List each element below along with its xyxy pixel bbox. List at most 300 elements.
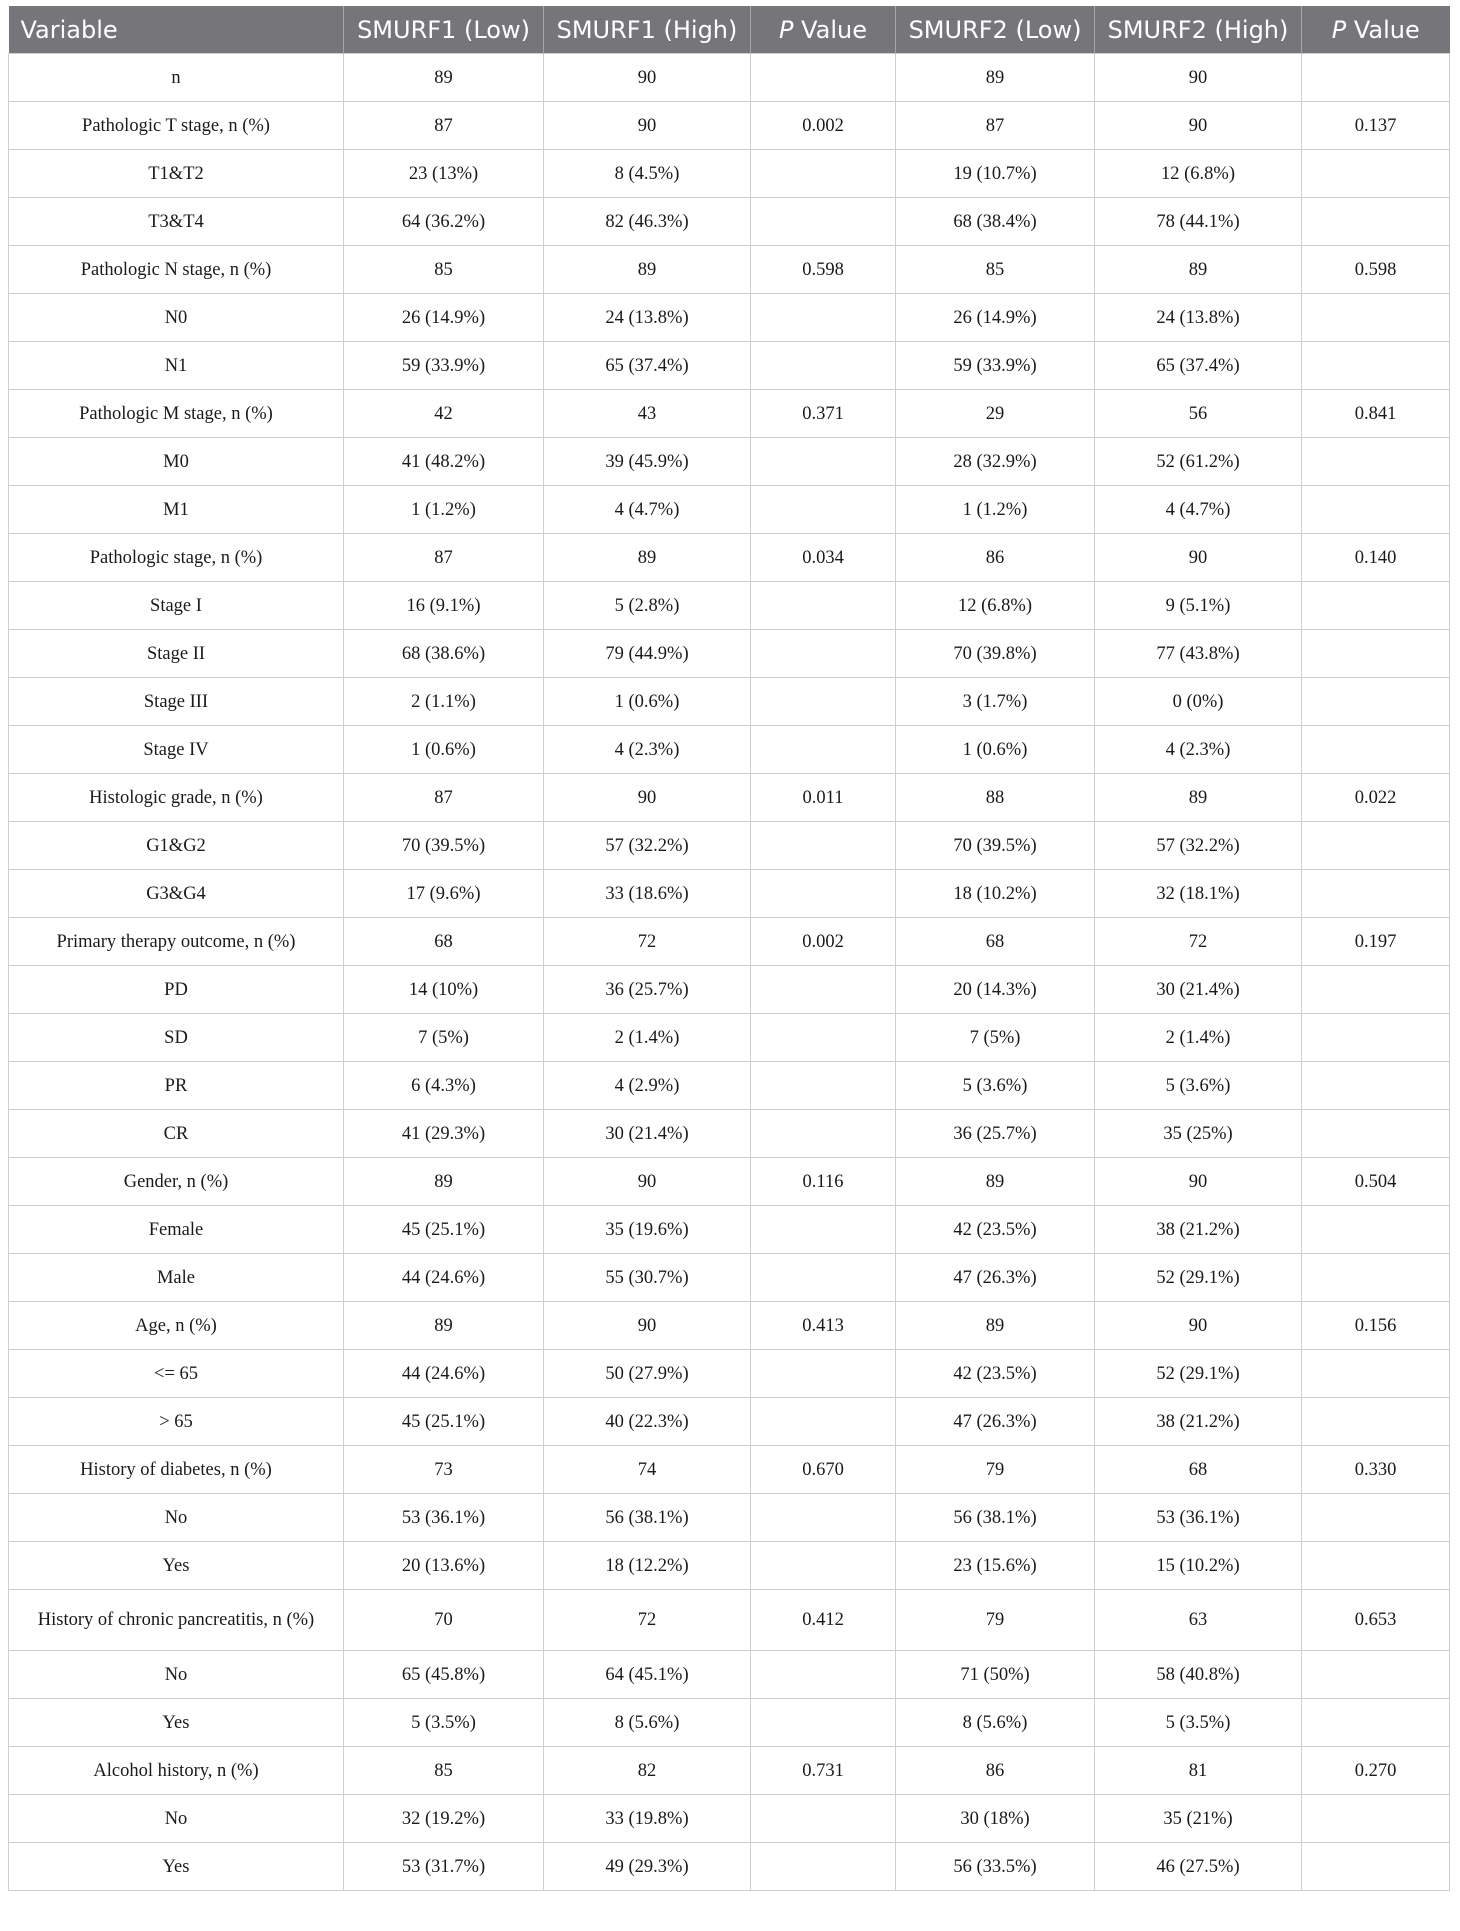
smurf1-high-cell: 35 (19.6%) [544, 1206, 751, 1254]
variable-cell: History of chronic pancreatitis, n (%) [9, 1590, 344, 1651]
variable-cell: SD [9, 1014, 344, 1062]
smurf2-low-cell: 68 [896, 918, 1095, 966]
variable-cell: T1&T2 [9, 150, 344, 198]
smurf1-high-cell: 30 (21.4%) [544, 1110, 751, 1158]
smurf2-p-value-cell [1302, 438, 1450, 486]
smurf2-high-cell: 35 (25%) [1095, 1110, 1302, 1158]
smurf1-high-cell: 55 (30.7%) [544, 1254, 751, 1302]
smurf1-p-value-cell: 0.412 [751, 1590, 896, 1651]
table-row [9, 1542, 1450, 1590]
header-variable: Variable [9, 6, 344, 54]
smurf2-high-cell: 24 (13.8%) [1095, 294, 1302, 342]
smurf1-high-cell: 1 (0.6%) [544, 678, 751, 726]
smurf1-low-cell: 1 (0.6%) [344, 726, 544, 774]
header-value-label: Value [1353, 15, 1420, 44]
variable-cell: N1 [9, 342, 344, 390]
smurf2-p-value-cell [1302, 1110, 1450, 1158]
table-row [9, 198, 1450, 246]
header-smurf1-high: SMURF1 (High) [544, 6, 751, 54]
table-row [9, 870, 1450, 918]
smurf2-low-cell: 28 (32.9%) [896, 438, 1095, 486]
table-row [9, 1747, 1450, 1795]
smurf2-low-cell: 42 (23.5%) [896, 1350, 1095, 1398]
header-smurf1-low: SMURF1 (Low) [344, 6, 544, 54]
smurf1-low-cell: 68 (38.6%) [344, 630, 544, 678]
smurf1-low-cell: 65 (45.8%) [344, 1651, 544, 1699]
smurf2-p-value-cell [1302, 678, 1450, 726]
smurf1-low-cell: 17 (9.6%) [344, 870, 544, 918]
table-row [9, 1014, 1450, 1062]
smurf1-high-cell: 79 (44.9%) [544, 630, 751, 678]
smurf2-high-cell: 46 (27.5%) [1095, 1843, 1302, 1891]
smurf1-high-cell: 4 (2.3%) [544, 726, 751, 774]
smurf2-p-value-cell: 0.330 [1302, 1446, 1450, 1494]
smurf1-high-cell: 39 (45.9%) [544, 438, 751, 486]
table-row [9, 1206, 1450, 1254]
smurf2-low-cell: 8 (5.6%) [896, 1699, 1095, 1747]
variable-cell: M1 [9, 486, 344, 534]
smurf2-p-value-cell [1302, 582, 1450, 630]
smurf1-p-value-cell [751, 1350, 896, 1398]
smurf2-low-cell: 68 (38.4%) [896, 198, 1095, 246]
smurf2-high-cell: 90 [1095, 102, 1302, 150]
smurf1-p-value-cell [751, 198, 896, 246]
smurf1-p-value-cell [751, 1699, 896, 1747]
smurf2-low-cell: 1 (1.2%) [896, 486, 1095, 534]
smurf1-p-value-cell [751, 966, 896, 1014]
smurf2-low-cell: 36 (25.7%) [896, 1110, 1095, 1158]
smurf1-high-cell: 82 (46.3%) [544, 198, 751, 246]
smurf1-low-cell: 45 (25.1%) [344, 1398, 544, 1446]
smurf1-high-cell: 72 [544, 918, 751, 966]
table-row [9, 774, 1450, 822]
smurf2-high-cell: 58 (40.8%) [1095, 1651, 1302, 1699]
smurf2-low-cell: 86 [896, 534, 1095, 582]
smurf1-p-value-cell [751, 1843, 896, 1891]
smurf2-low-cell: 47 (26.3%) [896, 1398, 1095, 1446]
table-row [9, 150, 1450, 198]
smurf1-high-cell: 4 (4.7%) [544, 486, 751, 534]
smurf1-low-cell: 70 (39.5%) [344, 822, 544, 870]
smurf2-p-value-cell [1302, 1398, 1450, 1446]
smurf1-low-cell: 16 (9.1%) [344, 582, 544, 630]
smurf1-high-cell: 65 (37.4%) [544, 342, 751, 390]
smurf1-high-cell: 4 (2.9%) [544, 1062, 751, 1110]
clinical-characteristics-table [8, 6, 1450, 1891]
table-row [9, 438, 1450, 486]
smurf2-high-cell: 65 (37.4%) [1095, 342, 1302, 390]
variable-cell: Stage I [9, 582, 344, 630]
variable-cell: <= 65 [9, 1350, 344, 1398]
smurf1-high-cell: 24 (13.8%) [544, 294, 751, 342]
smurf2-high-cell: 9 (5.1%) [1095, 582, 1302, 630]
smurf1-p-value-cell [751, 1542, 896, 1590]
smurf1-p-value-cell: 0.034 [751, 534, 896, 582]
smurf2-p-value-cell: 0.137 [1302, 102, 1450, 150]
smurf2-p-value-cell: 0.140 [1302, 534, 1450, 582]
smurf2-p-value-cell [1302, 822, 1450, 870]
smurf2-p-value-cell [1302, 198, 1450, 246]
smurf1-high-cell: 33 (19.8%) [544, 1795, 751, 1843]
smurf1-high-cell: 90 [544, 1158, 751, 1206]
smurf2-high-cell: 72 [1095, 918, 1302, 966]
smurf1-low-cell: 89 [344, 1302, 544, 1350]
smurf1-low-cell: 87 [344, 102, 544, 150]
variable-cell: Alcohol history, n (%) [9, 1747, 344, 1795]
smurf2-low-cell: 1 (0.6%) [896, 726, 1095, 774]
smurf1-p-value-cell [751, 1494, 896, 1542]
variable-cell: Yes [9, 1699, 344, 1747]
smurf2-low-cell: 26 (14.9%) [896, 294, 1095, 342]
smurf1-low-cell: 89 [344, 54, 544, 102]
variable-cell: CR [9, 1110, 344, 1158]
smurf2-p-value-cell: 0.022 [1302, 774, 1450, 822]
variable-cell: Pathologic M stage, n (%) [9, 390, 344, 438]
table-row [9, 1795, 1450, 1843]
smurf2-low-cell: 89 [896, 54, 1095, 102]
table-row [9, 822, 1450, 870]
smurf1-p-value-cell [751, 582, 896, 630]
smurf1-low-cell: 68 [344, 918, 544, 966]
table-row [9, 486, 1450, 534]
smurf2-high-cell: 35 (21%) [1095, 1795, 1302, 1843]
smurf2-low-cell: 23 (15.6%) [896, 1542, 1095, 1590]
table-row [9, 1350, 1450, 1398]
smurf2-p-value-cell: 0.653 [1302, 1590, 1450, 1651]
table-row [9, 1398, 1450, 1446]
smurf1-low-cell: 5 (3.5%) [344, 1699, 544, 1747]
smurf2-p-value-cell [1302, 1699, 1450, 1747]
smurf1-p-value-cell: 0.002 [751, 918, 896, 966]
variable-cell: Yes [9, 1843, 344, 1891]
smurf1-low-cell: 89 [344, 1158, 544, 1206]
variable-cell: PD [9, 966, 344, 1014]
smurf2-high-cell: 90 [1095, 1158, 1302, 1206]
smurf2-high-cell: 15 (10.2%) [1095, 1542, 1302, 1590]
smurf1-p-value-cell [751, 1795, 896, 1843]
smurf1-p-value-cell: 0.731 [751, 1747, 896, 1795]
smurf2-p-value-cell [1302, 966, 1450, 1014]
smurf2-high-cell: 2 (1.4%) [1095, 1014, 1302, 1062]
variable-cell: Stage IV [9, 726, 344, 774]
smurf2-low-cell: 5 (3.6%) [896, 1062, 1095, 1110]
smurf1-high-cell: 40 (22.3%) [544, 1398, 751, 1446]
smurf1-p-value-cell [751, 486, 896, 534]
smurf1-low-cell: 87 [344, 774, 544, 822]
smurf2-high-cell: 81 [1095, 1747, 1302, 1795]
variable-cell: Pathologic T stage, n (%) [9, 102, 344, 150]
smurf1-high-cell: 43 [544, 390, 751, 438]
smurf2-p-value-cell [1302, 486, 1450, 534]
smurf1-p-value-cell [751, 870, 896, 918]
smurf2-low-cell: 79 [896, 1590, 1095, 1651]
variable-cell: Pathologic stage, n (%) [9, 534, 344, 582]
smurf2-high-cell: 90 [1095, 54, 1302, 102]
smurf1-low-cell: 64 (36.2%) [344, 198, 544, 246]
smurf1-high-cell: 89 [544, 246, 751, 294]
smurf1-low-cell: 20 (13.6%) [344, 1542, 544, 1590]
smurf1-p-value-cell: 0.002 [751, 102, 896, 150]
smurf2-p-value-cell [1302, 1542, 1450, 1590]
table-row [9, 1651, 1450, 1699]
smurf2-low-cell: 89 [896, 1302, 1095, 1350]
smurf1-low-cell: 26 (14.9%) [344, 294, 544, 342]
variable-cell: Yes [9, 1542, 344, 1590]
variable-cell: Stage II [9, 630, 344, 678]
smurf1-p-value-cell [751, 294, 896, 342]
smurf2-low-cell: 87 [896, 102, 1095, 150]
smurf1-high-cell: 72 [544, 1590, 751, 1651]
smurf1-p-value-cell [751, 1062, 896, 1110]
smurf2-p-value-cell [1302, 1206, 1450, 1254]
table-row [9, 966, 1450, 1014]
header-p-label: P [778, 15, 794, 44]
smurf2-high-cell: 0 (0%) [1095, 678, 1302, 726]
smurf1-p-value-cell [751, 438, 896, 486]
smurf1-low-cell: 85 [344, 246, 544, 294]
table-row [9, 246, 1450, 294]
smurf1-high-cell: 36 (25.7%) [544, 966, 751, 1014]
smurf1-low-cell: 53 (31.7%) [344, 1843, 544, 1891]
smurf2-high-cell: 38 (21.2%) [1095, 1398, 1302, 1446]
smurf2-p-value-cell [1302, 726, 1450, 774]
smurf2-low-cell: 19 (10.7%) [896, 150, 1095, 198]
smurf1-low-cell: 85 [344, 1747, 544, 1795]
smurf1-high-cell: 82 [544, 1747, 751, 1795]
variable-cell: T3&T4 [9, 198, 344, 246]
smurf2-high-cell: 57 (32.2%) [1095, 822, 1302, 870]
smurf2-low-cell: 70 (39.8%) [896, 630, 1095, 678]
smurf1-high-cell: 8 (4.5%) [544, 150, 751, 198]
smurf1-p-value-cell [751, 630, 896, 678]
smurf1-high-cell: 5 (2.8%) [544, 582, 751, 630]
smurf2-p-value-cell [1302, 294, 1450, 342]
smurf2-low-cell: 18 (10.2%) [896, 870, 1095, 918]
smurf2-p-value-cell [1302, 342, 1450, 390]
smurf2-low-cell: 79 [896, 1446, 1095, 1494]
smurf1-high-cell: 2 (1.4%) [544, 1014, 751, 1062]
smurf1-p-value-cell: 0.371 [751, 390, 896, 438]
smurf2-low-cell: 56 (38.1%) [896, 1494, 1095, 1542]
smurf2-p-value-cell [1302, 1062, 1450, 1110]
smurf1-p-value-cell [751, 726, 896, 774]
smurf2-high-cell: 4 (2.3%) [1095, 726, 1302, 774]
smurf1-high-cell: 64 (45.1%) [544, 1651, 751, 1699]
smurf1-p-value-cell: 0.598 [751, 246, 896, 294]
smurf1-low-cell: 32 (19.2%) [344, 1795, 544, 1843]
header-p-value-smurf2 [1302, 6, 1450, 54]
table-row [9, 1302, 1450, 1350]
variable-cell: N0 [9, 294, 344, 342]
smurf1-low-cell: 41 (48.2%) [344, 438, 544, 486]
smurf1-p-value-cell [751, 678, 896, 726]
smurf2-high-cell: 89 [1095, 774, 1302, 822]
smurf1-low-cell: 70 [344, 1590, 544, 1651]
smurf2-high-cell: 30 (21.4%) [1095, 966, 1302, 1014]
smurf2-low-cell: 29 [896, 390, 1095, 438]
variable-cell: > 65 [9, 1398, 344, 1446]
smurf2-high-cell: 53 (36.1%) [1095, 1494, 1302, 1542]
table-row [9, 342, 1450, 390]
variable-cell: PR [9, 1062, 344, 1110]
table-row [9, 1494, 1450, 1542]
smurf1-low-cell: 14 (10%) [344, 966, 544, 1014]
table-row [9, 1446, 1450, 1494]
variable-cell: n [9, 54, 344, 102]
smurf2-low-cell: 3 (1.7%) [896, 678, 1095, 726]
smurf1-p-value-cell [751, 822, 896, 870]
smurf1-high-cell: 49 (29.3%) [544, 1843, 751, 1891]
table-row [9, 918, 1450, 966]
smurf1-p-value-cell [751, 1110, 896, 1158]
smurf2-high-cell: 4 (4.7%) [1095, 486, 1302, 534]
smurf2-low-cell: 12 (6.8%) [896, 582, 1095, 630]
smurf2-high-cell: 89 [1095, 246, 1302, 294]
smurf2-high-cell: 52 (29.1%) [1095, 1254, 1302, 1302]
variable-cell: G3&G4 [9, 870, 344, 918]
smurf2-low-cell: 70 (39.5%) [896, 822, 1095, 870]
smurf2-p-value-cell: 0.504 [1302, 1158, 1450, 1206]
smurf1-p-value-cell [751, 1398, 896, 1446]
smurf2-p-value-cell [1302, 54, 1450, 102]
smurf2-p-value-cell [1302, 630, 1450, 678]
smurf1-low-cell: 87 [344, 534, 544, 582]
smurf2-high-cell: 77 (43.8%) [1095, 630, 1302, 678]
variable-cell: G1&G2 [9, 822, 344, 870]
smurf1-p-value-cell [751, 54, 896, 102]
smurf2-high-cell: 52 (29.1%) [1095, 1350, 1302, 1398]
table-row [9, 294, 1450, 342]
smurf2-high-cell: 5 (3.5%) [1095, 1699, 1302, 1747]
table-row [9, 630, 1450, 678]
smurf1-low-cell: 53 (36.1%) [344, 1494, 544, 1542]
smurf1-high-cell: 89 [544, 534, 751, 582]
table-row [9, 582, 1450, 630]
smurf1-high-cell: 74 [544, 1446, 751, 1494]
smurf2-p-value-cell [1302, 150, 1450, 198]
smurf1-low-cell: 45 (25.1%) [344, 1206, 544, 1254]
smurf1-p-value-cell: 0.413 [751, 1302, 896, 1350]
smurf2-high-cell: 68 [1095, 1446, 1302, 1494]
smurf1-low-cell: 1 (1.2%) [344, 486, 544, 534]
smurf2-low-cell: 85 [896, 246, 1095, 294]
table-row [9, 1699, 1450, 1747]
variable-cell: Pathologic N stage, n (%) [9, 246, 344, 294]
variable-cell: Male [9, 1254, 344, 1302]
variable-cell: Primary therapy outcome, n (%) [9, 918, 344, 966]
smurf2-p-value-cell [1302, 1494, 1450, 1542]
smurf1-low-cell: 59 (33.9%) [344, 342, 544, 390]
smurf2-p-value-cell: 0.197 [1302, 918, 1450, 966]
smurf2-p-value-cell [1302, 1254, 1450, 1302]
smurf1-p-value-cell [751, 1651, 896, 1699]
smurf1-p-value-cell: 0.116 [751, 1158, 896, 1206]
smurf2-p-value-cell [1302, 1014, 1450, 1062]
smurf1-high-cell: 90 [544, 1302, 751, 1350]
smurf1-high-cell: 90 [544, 774, 751, 822]
smurf2-high-cell: 38 (21.2%) [1095, 1206, 1302, 1254]
table-row [9, 1254, 1450, 1302]
smurf2-high-cell: 52 (61.2%) [1095, 438, 1302, 486]
variable-cell: M0 [9, 438, 344, 486]
smurf2-p-value-cell: 0.156 [1302, 1302, 1450, 1350]
smurf2-p-value-cell [1302, 870, 1450, 918]
smurf1-p-value-cell: 0.670 [751, 1446, 896, 1494]
smurf2-high-cell: 90 [1095, 1302, 1302, 1350]
smurf1-low-cell: 6 (4.3%) [344, 1062, 544, 1110]
header-smurf2-high: SMURF2 (High) [1095, 6, 1302, 54]
smurf2-p-value-cell: 0.841 [1302, 390, 1450, 438]
table-container [8, 6, 1449, 1891]
smurf2-high-cell: 90 [1095, 534, 1302, 582]
header-row [9, 6, 1450, 54]
table-row [9, 1062, 1450, 1110]
smurf1-p-value-cell [751, 1254, 896, 1302]
smurf2-low-cell: 86 [896, 1747, 1095, 1795]
smurf2-p-value-cell: 0.598 [1302, 246, 1450, 294]
smurf2-high-cell: 78 (44.1%) [1095, 198, 1302, 246]
smurf2-low-cell: 71 (50%) [896, 1651, 1095, 1699]
header-p-label: P [1331, 15, 1347, 44]
smurf2-p-value-cell: 0.270 [1302, 1747, 1450, 1795]
table-row [9, 1158, 1450, 1206]
smurf1-p-value-cell [751, 150, 896, 198]
smurf1-low-cell: 44 (24.6%) [344, 1254, 544, 1302]
smurf1-high-cell: 18 (12.2%) [544, 1542, 751, 1590]
smurf2-low-cell: 42 (23.5%) [896, 1206, 1095, 1254]
smurf1-high-cell: 57 (32.2%) [544, 822, 751, 870]
smurf2-low-cell: 56 (33.5%) [896, 1843, 1095, 1891]
smurf2-low-cell: 88 [896, 774, 1095, 822]
smurf1-p-value-cell [751, 1014, 896, 1062]
smurf1-high-cell: 33 (18.6%) [544, 870, 751, 918]
smurf2-p-value-cell [1302, 1651, 1450, 1699]
variable-cell: History of diabetes, n (%) [9, 1446, 344, 1494]
smurf2-high-cell: 12 (6.8%) [1095, 150, 1302, 198]
smurf2-low-cell: 20 (14.3%) [896, 966, 1095, 1014]
smurf1-high-cell: 50 (27.9%) [544, 1350, 751, 1398]
smurf2-high-cell: 63 [1095, 1590, 1302, 1651]
variable-cell: Stage III [9, 678, 344, 726]
table-row [9, 390, 1450, 438]
smurf1-low-cell: 73 [344, 1446, 544, 1494]
smurf2-low-cell: 59 (33.9%) [896, 342, 1095, 390]
smurf2-high-cell: 32 (18.1%) [1095, 870, 1302, 918]
smurf2-low-cell: 7 (5%) [896, 1014, 1095, 1062]
variable-cell: Gender, n (%) [9, 1158, 344, 1206]
smurf2-p-value-cell [1302, 1843, 1450, 1891]
table-row [9, 1110, 1450, 1158]
smurf1-low-cell: 44 (24.6%) [344, 1350, 544, 1398]
smurf1-low-cell: 42 [344, 390, 544, 438]
smurf1-p-value-cell: 0.011 [751, 774, 896, 822]
header-smurf2-low: SMURF2 (Low) [896, 6, 1095, 54]
smurf1-low-cell: 23 (13%) [344, 150, 544, 198]
smurf1-high-cell: 90 [544, 102, 751, 150]
smurf2-low-cell: 30 (18%) [896, 1795, 1095, 1843]
smurf1-low-cell: 41 (29.3%) [344, 1110, 544, 1158]
variable-cell: No [9, 1494, 344, 1542]
smurf1-high-cell: 90 [544, 54, 751, 102]
table-row [9, 726, 1450, 774]
header-value-label: Value [801, 15, 868, 44]
table-row [9, 1590, 1450, 1651]
table-row [9, 102, 1450, 150]
smurf2-high-cell: 56 [1095, 390, 1302, 438]
smurf1-p-value-cell [751, 342, 896, 390]
smurf1-p-value-cell [751, 1206, 896, 1254]
variable-cell: No [9, 1651, 344, 1699]
